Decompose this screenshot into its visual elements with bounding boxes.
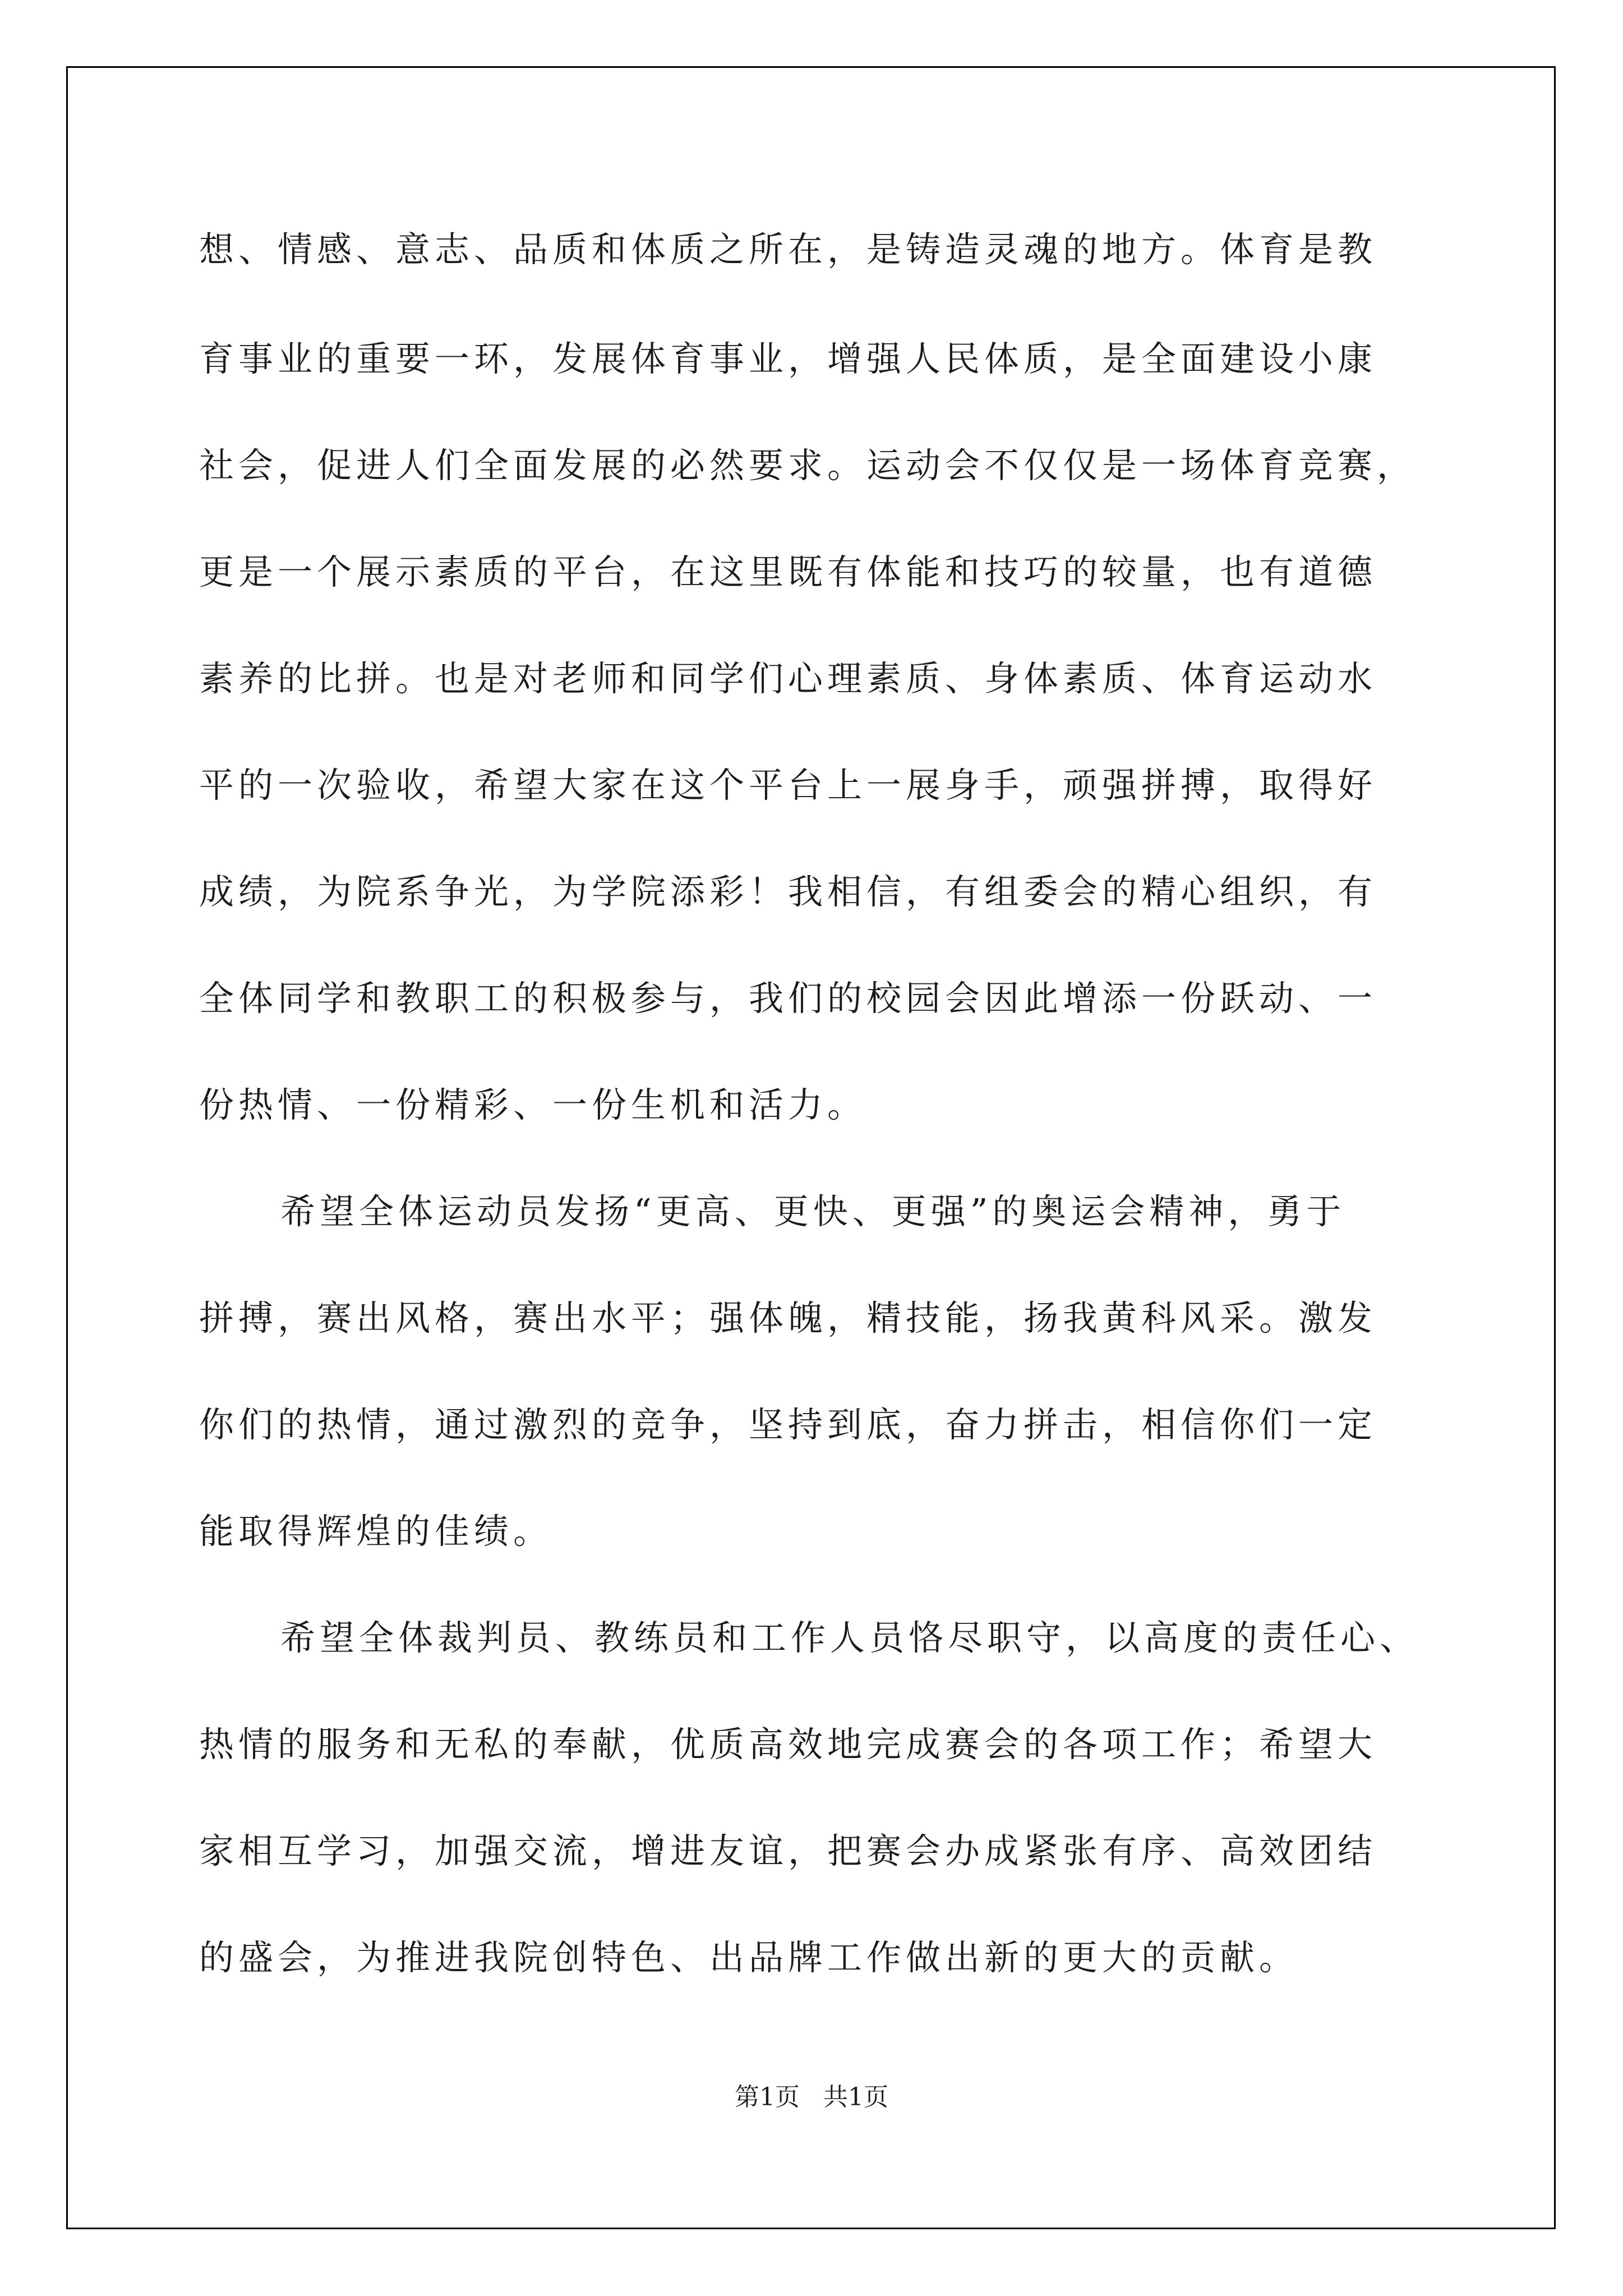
paragraph-1-line-6: 平的一次验收，希望大家在这个平台上一展身手，顽强拼搏，取得好	[199, 765, 1377, 806]
paragraph-1-line-2: 育事业的重要一环，发展体育事业，增强人民体质，是全面建设小康	[199, 338, 1377, 379]
paragraph-2-line-1: 希望全体运动员发扬“更高、更快、更强”的奥运会精神，勇于	[280, 1191, 1346, 1232]
paragraph-1-line-4: 更是一个展示素质的平台，在这里既有体能和技巧的较量，也有道德	[199, 551, 1377, 592]
paragraph-1-line-9: 份热情、一份精彩、一份生机和活力。	[199, 1084, 867, 1125]
paragraph-3-line-3: 家相互学习，加强交流，增进友谊，把赛会办成紧张有序、高效团结	[199, 1830, 1377, 1871]
paragraph-3-line-2: 热情的服务和无私的奉献，优质高效地完成赛会的各项工作；希望大	[199, 1724, 1377, 1765]
paragraph-2-line-2: 拼搏，赛出风格，赛出水平；强体魄，精技能，扬我黄科风采。激发	[199, 1297, 1377, 1338]
paragraph-1-line-1: 想、情感、意志、品质和体质之所在，是铸造灵魂的地方。体育是教	[199, 229, 1377, 270]
paragraph-1-line-3: 社会，促进人们全面发展的必然要求。运动会不仅仅是一场体育竞赛，	[199, 445, 1417, 486]
page-number-footer: 第1页 共1页	[735, 2083, 888, 2111]
paragraph-1-line-8: 全体同学和教职工的积极参与，我们的校园会因此增添一份跃动、一	[199, 978, 1377, 1019]
page-border	[66, 66, 1556, 2229]
paragraph-3-line-1: 希望全体裁判员、教练员和工作人员恪尽职守，以高度的责任心、	[280, 1617, 1419, 1658]
paragraph-1-line-5: 素养的比拼。也是对老师和同学们心理素质、身体素质、体育运动水	[199, 658, 1377, 699]
paragraph-2-line-3: 你们的热情，通过激烈的竞争，坚持到底，奋力拼击，相信你们一定	[199, 1404, 1377, 1445]
paragraph-2-line-4: 能取得辉煌的佳绩。	[199, 1511, 553, 1552]
paragraph-3-line-4: 的盛会，为推进我院创特色、出品牌工作做出新的更大的贡献。	[199, 1937, 1299, 1978]
paragraph-1-line-7: 成绩，为院系争光，为学院添彩！我相信，有组委会的精心组织，有	[199, 871, 1377, 912]
